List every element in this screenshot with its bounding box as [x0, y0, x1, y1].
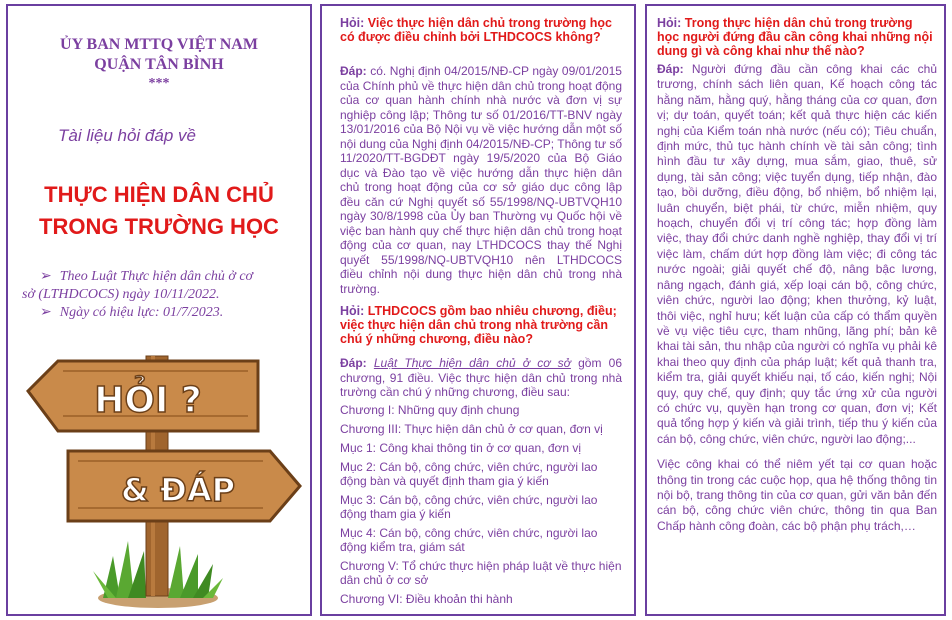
list-item: Chương III: Thực hiện dân chủ ở cơ quan, đơn vị [340, 421, 603, 436]
qa-panel-3 [645, 4, 946, 616]
answer-3-text: Người đứng đầu cần công khai các chủ trương, chính sách liên quan, Kế hoạch công tác hằng năm, hằng quý, hằng tháng của cơ quan, đơn vị; dự toán, quyết toán; kết quả thực hiện các kiến nghị của Kiểm toán nhà nước (nếu có); Tiêu chuẩn, định mức, thủ tục hành chính về tài sản công; tình hình đầu tư xây dựng, mua sắm, giao, thuê, sử dụng, tài sản công; việc tuyển dụng, tiếp nhận, đào tạo, bồi dưỡng, điều động, bổ nhiệm, bổ nhiệm lại, luân chuyển, biệt phái, từ chức, miễn nhiệm, quy hoạch, chuyển đổi vị trí công tác; hợp đồng làm việc, thay đổi chức danh nghề nghiệp, thay đổi vị trí việc làm, chấm dứt hợp đồng làm việc; đi công tác nước ngoài; giải quyết chế độ, nâng bậc lương, nâng ngạch, đánh giá, xếp loại cán bộ, công chức, viên chức, người lao động; khen thưởng, kỷ luật, thôi việc, nghỉ hưu; kết luận của cấp có thẩm quyền về vụ việc tiêu cực, tham nhũng, lãng phí; bản kê khai tài sản, thu nhập của người có nghĩa vụ phải kê khai theo quy định của pháp luật; kết quả thanh tra, kiểm tra, giải quyết khiếu nại, tố cáo, kiến nghị; Nội quy, quy chế, quy định; quy tắc ứng xử của người có chức vụ, quyền hạn trong cơ quan, đơn vị; Kết quả tổng hợp ý kiến và giải trình, tiếp thu ý kiến của cán bộ, công chức, viên chức, người lao động;... [657, 62, 937, 446]
list-item: Chương I: Những quy định chung [340, 402, 520, 417]
answer-label: Đáp: [340, 356, 367, 370]
cover-panel [6, 4, 312, 616]
answer-2-text: gồm 06 chương, 91 điều. Việc thực hiện dân chủ trong nhà trường cần chú ý những chương, điều sau: [340, 356, 622, 399]
question-2-text: LTHDCOCS gồm bao nhiêu chương, điều; việc thực hiện dân chủ trong nhà trường cần chú ý những chương, điều nào? [340, 304, 617, 346]
sign-board-top [28, 361, 258, 431]
main-title-line1: THỰC HIỆN DÂN CHỦ [44, 182, 274, 207]
sign-board-bottom [68, 451, 300, 521]
question-3 [657, 16, 937, 58]
list-item: Mục 1: Công khai thông tin ở cơ quan, đơn vị [340, 440, 582, 455]
question-label: Hỏi: [657, 16, 682, 30]
bullet-effective-date [22, 304, 304, 322]
bullet-law [22, 268, 304, 286]
org-name-line2: QUẬN TÂN BÌNH [94, 56, 224, 73]
bullet-law-line2: sở (LTHDCOCS) ngày 10/11/2022. [22, 287, 220, 302]
question-2 [340, 304, 622, 346]
question-label: Hỏi: [340, 16, 365, 30]
list-item: Chương VI: Điều khoản thi hành [340, 591, 513, 606]
question-1 [340, 16, 622, 44]
answer-label: Đáp: [340, 64, 367, 78]
main-title-line2: TRONG TRƯỜNG HỌC [39, 214, 279, 239]
law-name: Luật Thực hiện dân chủ ở cơ sở [373, 356, 571, 370]
signpost-illustration [8, 336, 312, 616]
list-item: Mục 3: Cán bộ, công chức, viên chức, người lao động tham gia ý kiến [340, 492, 598, 521]
answer-label: Đáp: [657, 62, 684, 76]
bullet-law-line1: Theo Luật Thực hiện dân chủ ở cơ [59, 269, 254, 284]
qa-panel-2 [320, 4, 636, 616]
answer-3 [657, 62, 937, 447]
bullet-effective-date-text: Ngày có hiệu lực: 01/7/2023. [59, 305, 224, 320]
question-3-text: Trong thực hiện dân chủ trong trường học người đứng đầu cần công khai những nội dung gì và công khai như thế nào? [657, 16, 933, 58]
arrow-bullet-icon: ➢ [40, 269, 52, 284]
answer-1 [340, 64, 622, 296]
subtitle: Tài liệu hỏi đáp về [58, 126, 196, 145]
info-bullets [22, 268, 304, 322]
arrow-bullet-icon: ➢ [40, 305, 52, 320]
sign-text-dap: & ĐÁP [120, 471, 236, 509]
list-item: Mục 4: Cán bộ, công chức, viên chức, người lao động kiểm tra, giám sát [340, 525, 598, 554]
list-item: Mục 2: Cán bộ, công chức, viên chức, người lao động bàn và quyết định tham gia ý kiến [340, 459, 598, 488]
org-name-line1: ỦY BAN MTTQ VIỆT NAM [60, 36, 258, 53]
list-item: Chương V: Tổ chức thực hiện pháp luật về thực hiện dân chủ ở cơ sở [340, 558, 622, 587]
answer-2 [340, 356, 622, 400]
stars-divider: *** [148, 76, 170, 91]
question-1-text: Việc thực hiện dân chủ trong trường học có được điều chỉnh bởi LTHDCOCS không? [340, 16, 612, 44]
answer-3-paragraph-2: Việc công khai có thể niêm yết tại cơ quan hoặc thông tin trong các cuộc họp, qua hệ thống thông tin nội bộ, trang thông tin của cơ quan, gửi văn bản đến cán bộ, công chức viên chức, thông tin qua Ban Chấp hành công đoàn, các bộ phận phụ trách,… [657, 457, 937, 533]
sign-text-hoi: HỎI ? [94, 380, 202, 421]
question-label: Hỏi: [340, 304, 365, 318]
answer-1-text: có. Nghị định 04/2015/NĐ-CP ngày 09/01/2015 của Chính phủ về thực hiện dân chủ trong hoạt động của cơ quan hành chính nhà nước và đơn vị sự nghiệp công lập; Thông tư số 01/2016/TT-BNV ngày 13/01/2016 của Bộ Nội vụ về việc hướng dẫn một số nội dung của Nghị định 04/2015/NĐ-CP; Thông tư số 11/2020/TT-BGDĐT ngày 19/5/2020 của Bộ Giáo dục và Đào tạo về việc hướng dẫn thực hiện dân chủ trong hoạt động của cơ sở giáo dục công lập đều căn cứ Nghị quyết số 55/1998/NQ-UBTVQH10 ngày 30/8/1998 của Ủy ban Thường vụ Quốc hội về việc ban hành quy chế thực hiện dân chủ trong hoạt động của cơ quan, nay LTHDCOCS thay thế Nghị quyết 55/1998/NQ-UBTVQH10 nên LTHDCOCS điều chỉnh nội dung thực hiện dân chủ trong nhà trường. [340, 64, 622, 296]
